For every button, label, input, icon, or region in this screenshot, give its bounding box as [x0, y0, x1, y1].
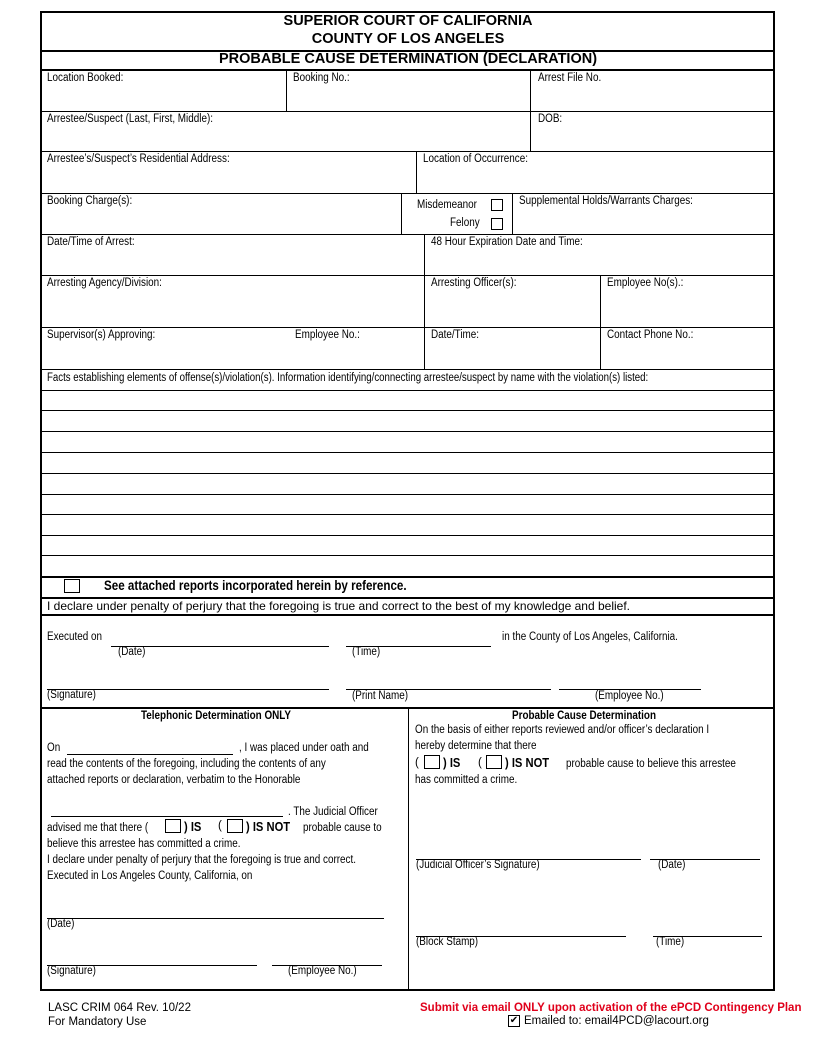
executed-time-caption: (Time) [352, 646, 381, 658]
arresting-officers-label: Arresting Officer(s): [431, 277, 517, 289]
print-name-caption: (Print Name) [352, 690, 409, 702]
tel-is-label: ) IS [184, 819, 202, 834]
residential-address-label: Arrestee’s/Suspect’s Residential Address: [47, 153, 230, 165]
block-stamp-caption: (Block Stamp) [416, 936, 479, 948]
submit-notice: Submit via email ONLY upon activation of the ePCD Contingency Plan [420, 1002, 802, 1014]
tel-signature-caption: (Signature) [47, 965, 96, 977]
pc-is-not-label: ) IS NOT [505, 755, 550, 770]
pc-is-not-checkbox[interactable] [486, 755, 502, 769]
pc-probable-cause: probable cause to believe this arrestee [566, 758, 736, 770]
declarant-signature-caption: (Signature) [47, 689, 96, 701]
tel-exec-date-line[interactable] [47, 918, 384, 919]
court-name: SUPERIOR COURT OF CALIFORNIA [283, 13, 533, 29]
tel-executed: Executed in Los Angeles County, California, on [47, 870, 253, 882]
felony-checkbox[interactable] [491, 218, 503, 230]
contact-phone-label: Contact Phone No.: [607, 329, 694, 341]
pc-time-caption: (Time) [656, 936, 685, 948]
tel-is-not-checkbox[interactable] [227, 819, 243, 833]
form-title: PROBABLE CAUSE DETERMINATION (DECLARATION) [218, 51, 598, 67]
tel-line3: attached reports or declaration, verbatim to the Honorable [47, 774, 301, 786]
tel-judicial-officer: . The Judicial Officer [288, 806, 378, 818]
telephonic-title: Telephonic Determination ONLY [141, 710, 292, 722]
tel-paren: ( [218, 820, 222, 832]
misdemeanor-label: Misdemeanor [417, 199, 477, 211]
tel-declare: I declare under penalty of perjury that the foregoing is true and correct. [47, 854, 356, 866]
location-booked-label: Location Booked: [47, 72, 124, 84]
tel-is-not-label: ) IS NOT [246, 819, 291, 834]
tel-advised: advised me that there ( [47, 822, 149, 834]
tel-date-line[interactable] [67, 754, 233, 755]
arresting-agency-label: Arresting Agency/Division: [47, 277, 162, 289]
facts-heading: Facts establishing elements of offense(s)/violation(s). Information identifying/connecting arrestee/suspect by name with the violation(s) listed: [47, 372, 649, 384]
pc-title: Probable Cause Determination [512, 710, 656, 722]
expiration-48-label: 48 Hour Expiration Date and Time: [431, 236, 583, 248]
arrestee-name-label: Arrestee/Suspect (Last, First, Middle): [47, 113, 213, 125]
supervisor-employee-no-label: Employee No.: [295, 329, 360, 341]
pc-date-caption: (Date) [658, 859, 686, 871]
pc-line1: On the basis of either reports reviewed and/or officer’s declaration I [415, 724, 710, 736]
tel-believe: believe this arrestee has committed a crime. [47, 838, 241, 850]
location-of-occurrence-label: Location of Occurrence: [423, 153, 529, 165]
county-name: COUNTY OF LOS ANGELES [311, 31, 505, 47]
felony-label: Felony [450, 217, 480, 229]
supervisor-approving-label: Supervisor(s) Approving: [47, 329, 156, 341]
in-county-text: in the County of Los Angeles, California. [502, 631, 678, 643]
declarant-employee-caption: (Employee No.) [595, 690, 664, 702]
emailed-to: Emailed to: email4PCD@lacourt.org [524, 1015, 709, 1027]
arrest-file-no-label: Arrest File No. [538, 72, 602, 84]
emailed-checkbox[interactable]: ✔ [509, 1015, 519, 1026]
employee-nos-label: Employee No(s).: [607, 277, 684, 289]
date-time-arrest-label: Date/Time of Arrest: [47, 236, 135, 248]
judicial-signature-caption: (Judicial Officer’s Signature) [416, 859, 540, 871]
attached-reports-label: See attached reports incorporated herein by reference. [104, 578, 407, 593]
mandatory-use: For Mandatory Use [48, 1016, 147, 1028]
supplemental-holds-label: Supplemental Holds/Warrants Charges: [519, 195, 693, 207]
booking-no-label: Booking No.: [293, 72, 350, 84]
attached-reports-checkbox[interactable] [64, 579, 80, 593]
pc-committed: has committed a crime. [415, 774, 518, 786]
pc-line2: hereby determine that there [415, 740, 537, 752]
pc-paren-2: ( [478, 757, 482, 769]
tel-exec-date-caption: (Date) [47, 918, 75, 930]
misdemeanor-checkbox[interactable] [491, 199, 503, 211]
form-number: LASC CRIM 064 Rev. 10/22 [48, 1002, 191, 1014]
tel-placed-oath: , I was placed under oath and [239, 742, 369, 754]
tel-line2: read the contents of the foregoing, including the contents of any [47, 758, 326, 770]
dob-label: DOB: [538, 113, 563, 125]
pc-is-checkbox[interactable] [424, 755, 440, 769]
tel-on-label: On [47, 742, 61, 754]
executed-on-label: Executed on [47, 631, 102, 643]
booking-charges-label: Booking Charge(s): [47, 195, 133, 207]
perjury-statement: I declare under penalty of perjury that the foregoing is true and correct to the best of my knowledge and belief. [47, 599, 631, 613]
pc-paren-1: ( [415, 757, 419, 769]
tel-employee-caption: (Employee No.) [288, 965, 357, 977]
tel-honorable-line[interactable] [51, 816, 283, 817]
approval-date-time-label: Date/Time: [431, 329, 479, 341]
pc-is-label: ) IS [443, 755, 461, 770]
executed-date-caption: (Date) [118, 646, 146, 658]
tel-probable-cause: probable cause to [303, 822, 382, 834]
tel-is-checkbox[interactable] [165, 819, 181, 833]
